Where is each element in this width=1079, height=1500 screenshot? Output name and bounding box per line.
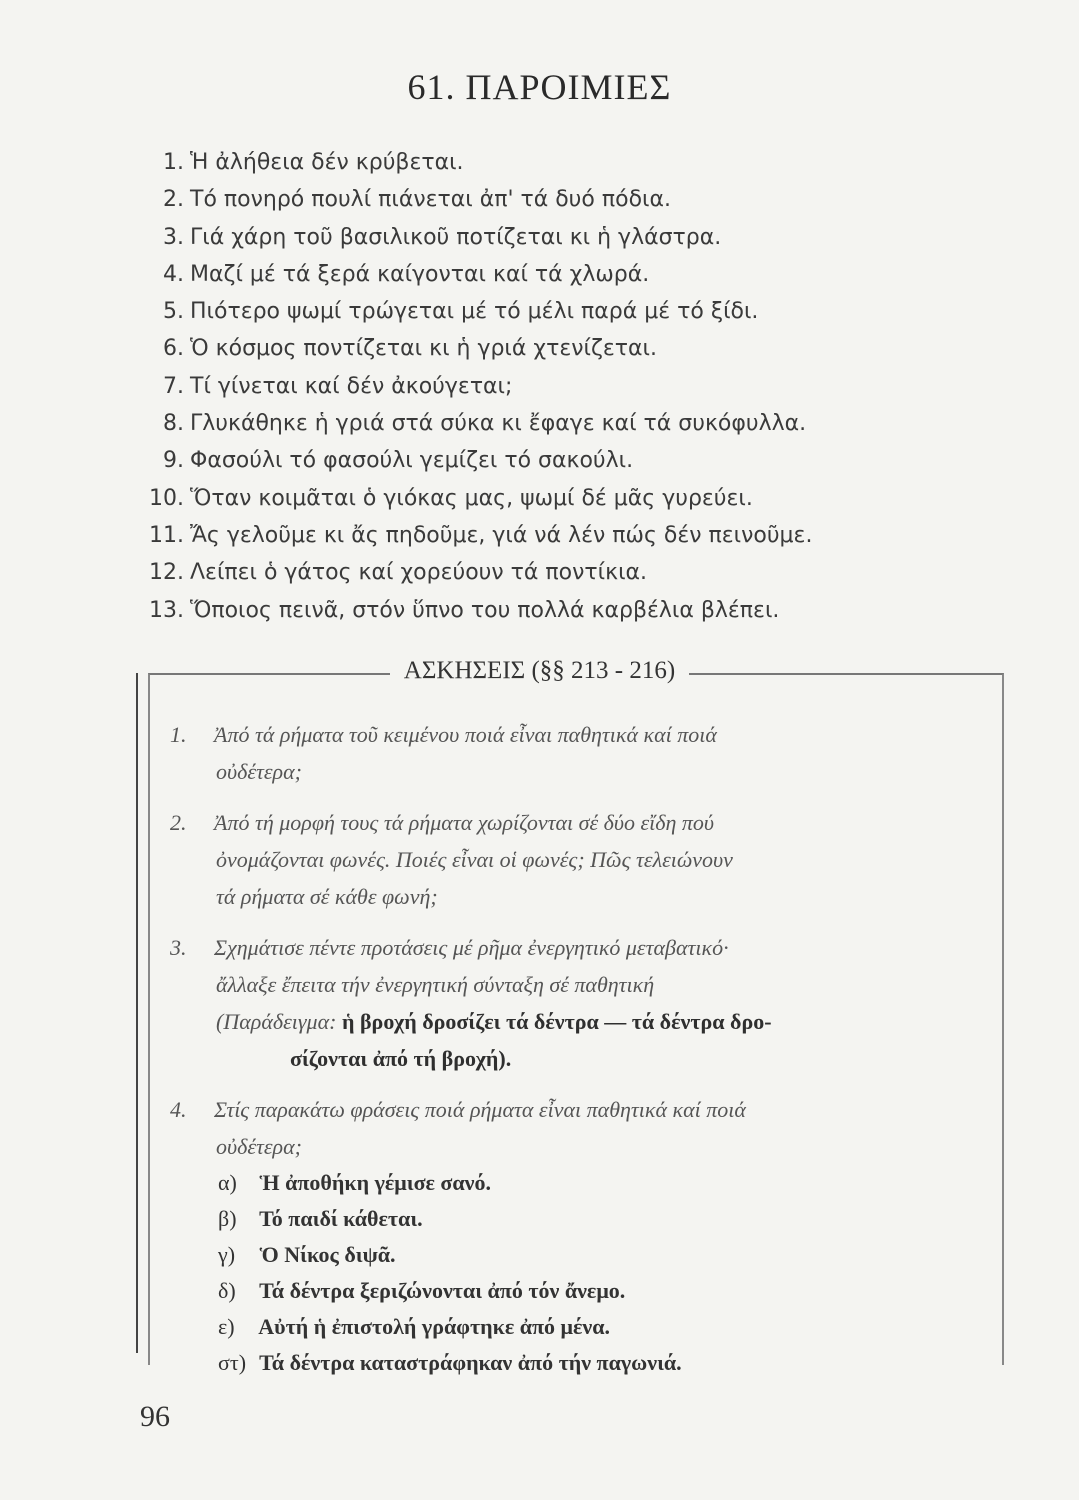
proverb-item	[140, 144, 1040, 181]
sentence-label: β)	[218, 1206, 237, 1231]
proverb-item	[140, 442, 1040, 479]
sentence-text: Τό παιδί κάθεται.	[259, 1206, 423, 1231]
exercise-list	[170, 716, 970, 1381]
proverb-item	[140, 405, 1040, 442]
proverb-text: Μαζί μέ τά ξερά καίγονται καί τά χλωρά.	[190, 261, 650, 287]
proverb-number: 1.	[163, 150, 184, 175]
sentence-label: γ)	[218, 1242, 236, 1267]
proverb-item	[140, 181, 1040, 218]
sentence-item	[170, 1201, 970, 1237]
proverb-item	[140, 480, 1040, 517]
proverb-text: Ὅποιος πεινᾶ, στόν ὕπνο του πολλά καρβέλια βλέπει.	[190, 597, 780, 623]
sentence-item	[170, 1345, 970, 1381]
sentence-text: Ἡ ἀποθήκη γέμισε σανό.	[259, 1170, 492, 1195]
proverb-number: 5.	[163, 299, 184, 325]
sentence-text: Ὁ Νίκος διψᾶ.	[259, 1242, 396, 1267]
exercise-3	[170, 929, 970, 1077]
proverb-text: Ἄς γελοῦμε κι ἄς πηδοῦμε, γιά νά λέν πώς δέν πεινοῦμε.	[190, 522, 813, 548]
sentence-label: ε)	[218, 1314, 235, 1339]
proverb-item	[140, 219, 1040, 256]
sentence-text: Αὐτή ἡ ἐπιστολή γράφτηκε ἀπό μένα.	[258, 1314, 611, 1339]
proverb-item	[140, 293, 1040, 330]
proverb-text: Τί γίνεται καί δέν ἀκούγεται;	[190, 373, 513, 399]
exercise-number: 2.	[170, 810, 187, 835]
proverb-item	[140, 517, 1040, 554]
proverb-text: Ἡ ἀλήθεια δέν κρύβεται.	[190, 150, 464, 175]
exercise-1	[170, 716, 970, 790]
proverb-text: Ὁ κόσμος ποντίζεται κι ἡ γριά χτενίζεται.	[190, 336, 657, 362]
sentence-text: Τά δέντρα ξεριζώνονται ἀπό τόν ἄνεμο.	[259, 1278, 626, 1303]
proverb-text: Γιά χάρη τοῦ βασιλικοῦ ποτίζεται κι ἡ γλάστρα.	[190, 224, 722, 250]
exercise-text: Ἀπό τά ρήματα τοῦ κειμένου ποιά εἶναι παθητικά καί ποιά	[214, 722, 717, 747]
proverb-number: 2.	[163, 187, 184, 213]
proverb-text: Φασούλι τό φασούλι γεμίζει τό σακούλι.	[190, 448, 634, 474]
proverb-list	[140, 144, 1040, 629]
sentence-item	[170, 1273, 970, 1309]
proverb-item	[140, 368, 1040, 405]
sentence-label: δ)	[218, 1278, 236, 1303]
sentence-item	[170, 1165, 970, 1201]
exercise-text: τά ρήματα σέ κάθε φωνή;	[216, 884, 438, 909]
exercise-number: 3.	[170, 935, 187, 960]
exercises-heading-text: ΑΣΚΗΣΕΙΣ (§§ 213 - 216)	[390, 657, 689, 684]
exercise-number: 1.	[170, 722, 187, 747]
sentence-item	[170, 1309, 970, 1345]
proverb-item	[140, 554, 1040, 591]
sentence-label: α)	[218, 1170, 237, 1195]
proverb-text: Λείπει ὁ γάτος καί χορεύουν τά ποντίκια.	[190, 560, 648, 586]
proverb-item	[140, 592, 1040, 629]
exercise-text: οὐδέτερα;	[216, 759, 302, 784]
page-title: 61. ΠΑΡΟΙΜΙΕΣ	[407, 67, 672, 107]
proverb-text: Πιότερο ψωμί τρώγεται μέ τό μέλι παρά μέ τό ξίδι.	[190, 299, 759, 325]
exercise-text: Σχημάτισε πέντε προτάσεις μέ ρῆμα ἐνεργητικό μεταβατικό·	[214, 935, 729, 960]
example-text: ἡ βροχή δροσίζει τά δέντρα — τά δέντρα δρο-	[341, 1009, 772, 1034]
proverb-number: 9.	[163, 448, 184, 474]
proverb-item	[140, 256, 1040, 293]
proverb-text: Γλυκάθηκε ἡ γριά στά σύκα κι ἔφαγε καί τά συκόφυλλα.	[190, 411, 807, 437]
proverb-number: 7.	[163, 373, 184, 399]
exercise-example	[170, 1003, 970, 1040]
exercise-number: 4.	[170, 1097, 187, 1122]
exercise-text: Στίς παρακάτω φράσεις ποιά ρήματα εἶναι παθητικά καί ποιά	[214, 1097, 746, 1122]
example-label: (Παράδειγμα:	[216, 1009, 337, 1034]
proverb-number: 6.	[163, 336, 184, 362]
exercise-text: οὐδέτερα;	[216, 1134, 302, 1159]
example-text: σίζονται ἀπό τή βροχή).	[290, 1046, 512, 1071]
exercise-text: ὀνομάζονται φωνές. Ποιές εἶναι οἱ φωνές; Πῶς τελειώνουν	[216, 847, 733, 872]
exercise-2	[170, 804, 970, 915]
proverb-item	[140, 330, 1040, 367]
proverb-number: 10.	[149, 485, 184, 511]
proverb-text: Τό πονηρό πουλί πιάνεται ἀπ' τά δυό πόδια.	[190, 187, 671, 213]
exercise-text: ἄλλαξε ἔπειτα τήν ἐνεργητική σύνταξη σέ παθητική	[216, 972, 655, 997]
proverb-number: 4.	[163, 261, 184, 287]
exercise-4	[170, 1091, 970, 1165]
sentence-item	[170, 1237, 970, 1273]
proverb-number: 13.	[149, 597, 184, 623]
proverb-number: 8.	[163, 411, 184, 437]
exercises-heading	[0, 657, 1079, 685]
page-number: 96	[140, 1400, 170, 1433]
proverb-number: 11.	[149, 522, 184, 548]
exercise-text: Ἀπό τή μορφή τους τά ρήματα χωρίζονται σέ δύο εἴδη πού	[214, 810, 714, 835]
sentence-label: στ)	[218, 1350, 247, 1375]
sentence-text: Τά δέντρα καταστράφηκαν ἀπό τήν παγωνιά.	[259, 1350, 682, 1375]
proverb-text: Ὅταν κοιμᾶται ὁ γιόκας μας, ψωμί δέ μᾶς γυρεύει.	[190, 485, 753, 511]
proverb-number: 3.	[163, 224, 184, 250]
proverb-number: 12.	[149, 560, 184, 586]
